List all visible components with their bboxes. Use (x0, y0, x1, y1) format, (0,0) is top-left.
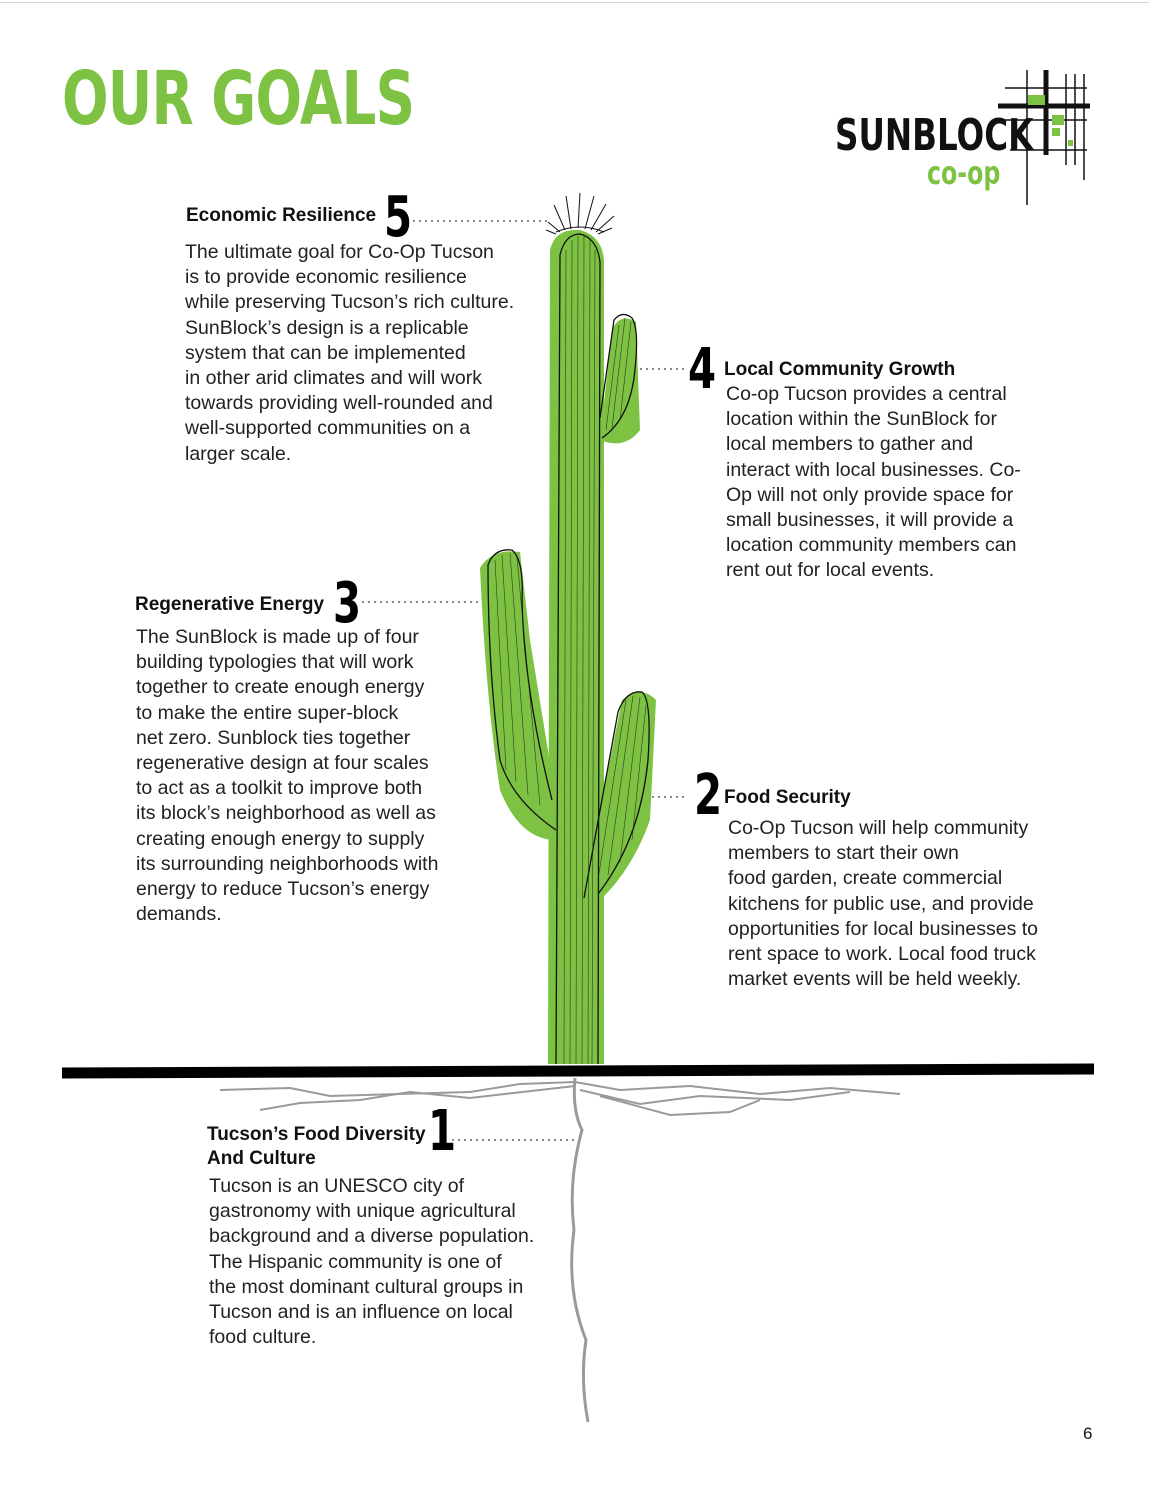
goal-2-body: Co-Op Tucson will help community members to start their own food garden, create commercial kitchens for public use, and provide opportunities for local businesses to rent space to work. Local food truck market events will be held weekly. (728, 817, 1039, 991)
goal-4-body: Co-op Tucson provides a central location within the SunBlock for local members to gather and interact with local businesses. Co- Op will not only provide space for small businesses, it will provide a location community members can rent out for local events. (726, 383, 1021, 582)
goal-1-heading-line2: And Culture (207, 1148, 316, 1169)
goal-3-body: The SunBlock is made up of four building typologies that will work together to create enough energy to make the entire super-block net zero. Sunblock ties together regenerative design at four scales to act as a toolkit to improve both its block’s neighborhood as well as creating enough energy to supply its surrounding neighborhoods with energy to reduce Tucson’s energy demands. (136, 626, 439, 926)
goal-2-heading: Food Security (724, 787, 851, 808)
goal-4-number: 4 (688, 337, 717, 402)
goal-3-number: 3 (333, 571, 362, 636)
brand-name: SUNBLOCK (835, 110, 1034, 161)
brand-sub: co-op (927, 154, 1001, 192)
cactus-flower (546, 193, 614, 234)
ground-line (62, 1069, 1094, 1073)
goal-5-number: 5 (384, 185, 413, 250)
page-number: 6 (1083, 1424, 1093, 1443)
goal-5-heading: Economic Resilience (186, 205, 377, 226)
goal-1-number: 1 (428, 1099, 457, 1164)
goal-2-number: 2 (694, 763, 723, 828)
page-title: OUR GOALS (62, 56, 415, 142)
goal-1-heading-line1: Tucson’s Food Diversity (207, 1124, 426, 1145)
goal-3-heading: Regenerative Energy (135, 594, 325, 615)
goal-4-heading: Local Community Growth (724, 359, 956, 380)
goal-5-body: The ultimate goal for Co-Op Tucson is to provide economic resilience while preserving Tucson’s rich culture. SunBlock’s design is a replicable system that can be implemented in other arid climates and will work towards providing well-rounded and well-supported communities on a larger scale. (185, 241, 515, 465)
goal-1-body: Tucson is an UNESCO city of gastronomy with unique agricultural background and a diverse population. The Hispanic community is one of the most dominant cultural groups in Tucson and is an influence on local food culture. (209, 1175, 535, 1349)
